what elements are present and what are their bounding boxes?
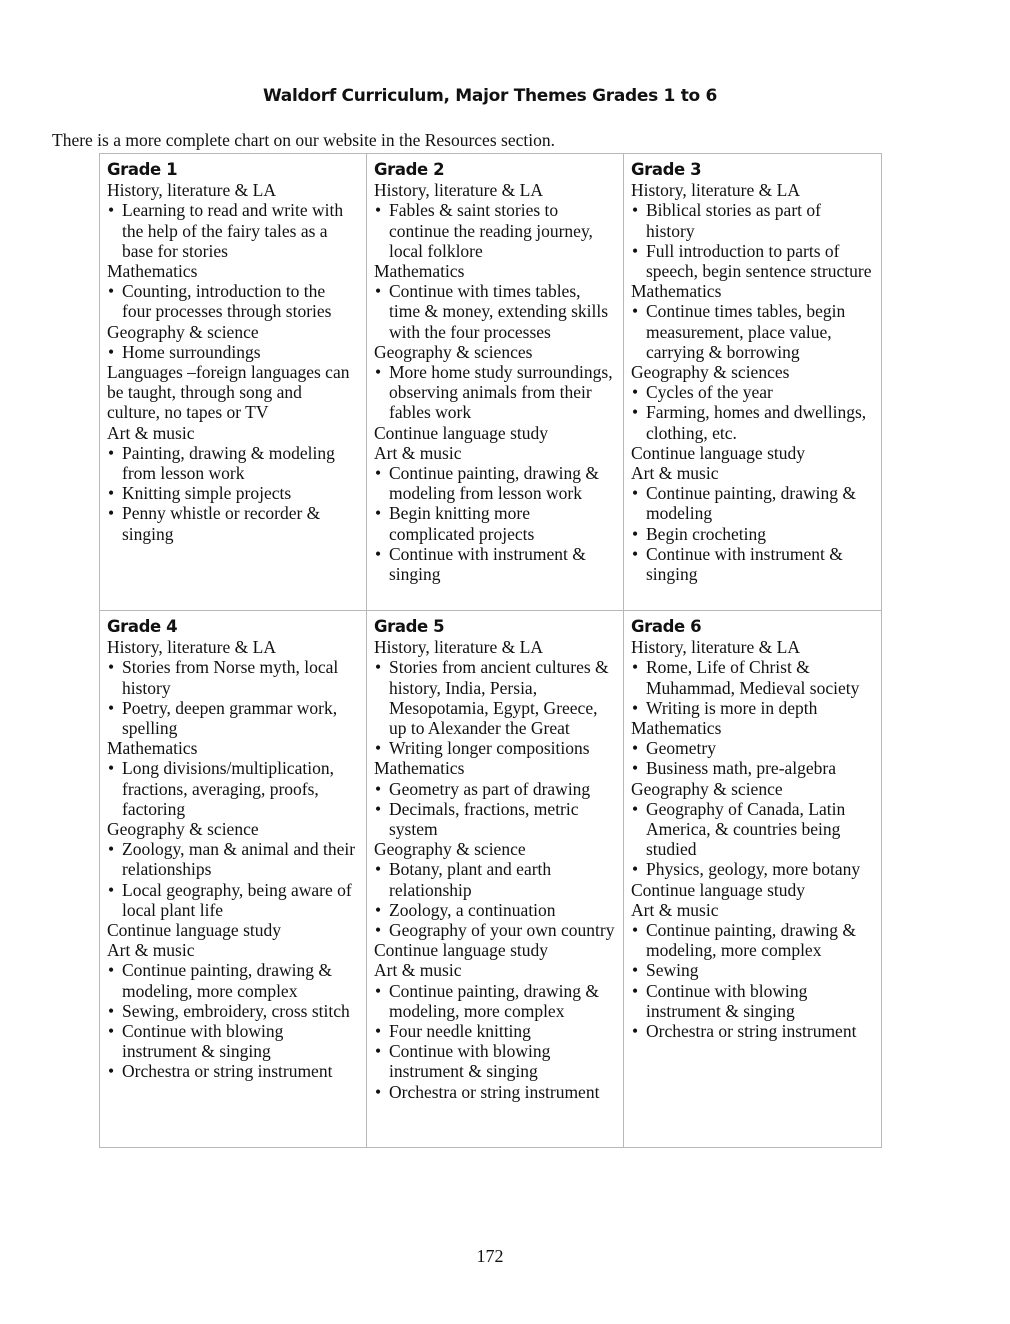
list-item: • Orchestra or string instrument <box>631 1021 873 1041</box>
grade-heading: Grade 6 <box>631 617 702 636</box>
grade-cell <box>367 611 624 1148</box>
list-item: • Writing is more in depth <box>631 698 873 718</box>
section-heading: Geography & sciences <box>631 362 790 383</box>
section-heading: History, literature & LA <box>107 637 276 658</box>
section-heading: Art & music <box>631 463 719 484</box>
bullet-list <box>374 779 615 840</box>
list-item: • Begin knitting more complicated projects <box>374 503 615 543</box>
list-item: • Decimals, fractions, metric system <box>374 799 615 839</box>
section-heading: Art & music <box>374 960 462 981</box>
list-item: • Poetry, deepen grammar work, spelling <box>107 698 358 738</box>
bullet-list <box>107 960 358 1081</box>
section-heading: Geography & science <box>374 839 526 860</box>
bullet-list <box>107 839 358 920</box>
list-item: • Farming, homes and dwellings, clothing, etc. <box>631 402 873 442</box>
section-heading: Geography & science <box>107 819 259 840</box>
bullet-list <box>107 200 358 261</box>
list-item: • Painting, drawing & modeling from lesson work <box>107 443 358 483</box>
bullet-list <box>631 301 873 362</box>
list-item: • Orchestra or string instrument <box>107 1061 358 1081</box>
list-item: • Botany, plant and earth relationship <box>374 859 615 899</box>
list-item: • Home surroundings <box>107 342 358 362</box>
list-item: • Continue with blowing instrument & singing <box>107 1021 358 1061</box>
list-item: • Continue painting, drawing & modeling from lesson work <box>374 463 615 503</box>
bullet-list <box>374 200 615 261</box>
grade-heading: Grade 4 <box>107 617 178 636</box>
list-item: • Counting, introduction to the four processes through stories <box>107 281 358 321</box>
list-item: • Learning to read and write with the help of the fairy tales as a base for stories <box>107 200 358 261</box>
bullet-list <box>631 200 873 281</box>
section-heading: History, literature & LA <box>374 180 543 201</box>
list-item: • Long divisions/multiplication, fractions, averaging, proofs, factoring <box>107 758 358 819</box>
bullet-list <box>374 463 615 584</box>
grade-cell <box>100 154 367 611</box>
bullet-list <box>631 382 873 443</box>
grade-cell <box>100 611 367 1148</box>
list-item: • Sewing, embroidery, cross stitch <box>107 1001 358 1021</box>
list-item: • More home study surroundings, observing animals from their fables work <box>374 362 615 423</box>
bullet-list <box>631 920 873 1041</box>
bullet-list <box>631 738 873 778</box>
list-item: • Full introduction to parts of speech, begin sentence structure <box>631 241 873 281</box>
grade-cell <box>624 154 882 611</box>
bullet-list <box>107 758 358 819</box>
list-item: • Continue painting, drawing & modeling, more complex <box>631 920 873 960</box>
section-heading: Mathematics <box>374 758 465 779</box>
page-number: 172 <box>476 1246 504 1266</box>
list-item: • Geography of your own country <box>374 920 615 940</box>
intro-text: There is a more complete chart on our website in the Resources section. <box>52 130 555 150</box>
list-item: • Writing longer compositions <box>374 738 615 758</box>
bullet-list <box>107 342 358 362</box>
list-item: • Four needle knitting <box>374 1021 615 1041</box>
list-item: • Continue painting, drawing & modeling <box>631 483 873 523</box>
section-heading: Continue language study <box>374 422 549 443</box>
list-item: • Knitting simple projects <box>107 483 358 503</box>
table-row <box>100 154 882 611</box>
bullet-list <box>631 483 873 584</box>
page-title: Waldorf Curriculum, Major Themes Grades 1 to 6 <box>262 86 718 106</box>
list-item: • Geography of Canada, Latin America, & countries being studied <box>631 799 873 860</box>
grade-heading: Grade 5 <box>374 617 445 636</box>
section-heading: Continue language study <box>631 879 806 900</box>
section-heading: History, literature & LA <box>631 637 800 658</box>
list-item: • Continue with instrument & singing <box>374 544 615 584</box>
bullet-list <box>374 981 615 1102</box>
list-item: • Cycles of the year <box>631 382 873 402</box>
section-heading: Geography & science <box>107 321 259 342</box>
section-heading: Art & music <box>107 422 195 443</box>
list-item: • Biblical stories as part of history <box>631 200 873 240</box>
grade-heading: Grade 2 <box>374 160 445 179</box>
list-item: • Continue with times tables, time & money, extending skills with the four processes <box>374 281 615 342</box>
list-item: • Continue with blowing instrument & singing <box>374 1041 615 1081</box>
list-item: • Local geography, being aware of local plant life <box>107 880 358 920</box>
section-heading: Continue language study <box>374 940 549 961</box>
grade-cell <box>367 154 624 611</box>
section-heading: History, literature & LA <box>374 637 543 658</box>
bullet-list <box>374 362 615 423</box>
bullet-list <box>107 443 358 544</box>
list-item: • Geometry as part of drawing <box>374 779 615 799</box>
bullet-list <box>374 859 615 940</box>
table-row <box>100 611 882 1148</box>
section-heading: Geography & science <box>631 778 783 799</box>
grade-heading: Grade 1 <box>107 160 178 179</box>
section-heading: Mathematics <box>374 261 465 282</box>
list-item: • Rome, Life of Christ & Muhammad, Medieval society <box>631 657 873 697</box>
section-heading: Languages –foreign languages can be taught, through song and culture, no tapes or TV <box>107 362 350 423</box>
list-item: • Zoology, a continuation <box>374 900 615 920</box>
bullet-list <box>374 281 615 342</box>
list-item: • Physics, geology, more botany <box>631 859 873 879</box>
section-heading: Geography & sciences <box>374 341 533 362</box>
list-item: • Business math, pre-algebra <box>631 758 873 778</box>
list-item: • Stories from Norse myth, local history <box>107 657 358 697</box>
section-heading: Continue language study <box>107 920 282 941</box>
section-heading: History, literature & LA <box>631 180 800 201</box>
grade-cell <box>624 611 882 1148</box>
bullet-list <box>631 657 873 718</box>
list-item: • Continue times tables, begin measurement, place value, carrying & borrowing <box>631 301 873 362</box>
section-heading: Mathematics <box>107 738 198 759</box>
section-heading: Continue language study <box>631 442 806 463</box>
section-heading: Mathematics <box>107 261 198 282</box>
bullet-list <box>107 281 358 321</box>
section-heading: Mathematics <box>631 281 722 302</box>
bullet-list <box>107 657 358 738</box>
list-item: • Stories from ancient cultures & history, India, Persia, Mesopotamia, Egypt, Greece, up to Alexander the Great <box>374 657 615 738</box>
list-item: • Orchestra or string instrument <box>374 1082 615 1102</box>
bullet-list <box>631 799 873 880</box>
section-heading: Art & music <box>631 899 719 920</box>
section-heading: Mathematics <box>631 718 722 739</box>
list-item: • Penny whistle or recorder & singing <box>107 503 358 543</box>
list-item: • Sewing <box>631 960 873 980</box>
curriculum-table <box>99 153 882 1148</box>
section-heading: History, literature & LA <box>107 180 276 201</box>
list-item: • Zoology, man & animal and their relationships <box>107 839 358 879</box>
list-item: • Geometry <box>631 738 873 758</box>
bullet-list <box>374 657 615 758</box>
list-item: • Continue painting, drawing & modeling, more complex <box>374 981 615 1021</box>
section-heading: Art & music <box>107 940 195 961</box>
list-item: • Continue painting, drawing & modeling, more complex <box>107 960 358 1000</box>
section-heading: Art & music <box>374 442 462 463</box>
list-item: • Continue with instrument & singing <box>631 544 873 584</box>
list-item: • Continue with blowing instrument & singing <box>631 981 873 1021</box>
grade-heading: Grade 3 <box>631 160 702 179</box>
list-item: • Fables & saint stories to continue the reading journey, local folklore <box>374 200 615 261</box>
list-item: • Begin crocheting <box>631 524 873 544</box>
